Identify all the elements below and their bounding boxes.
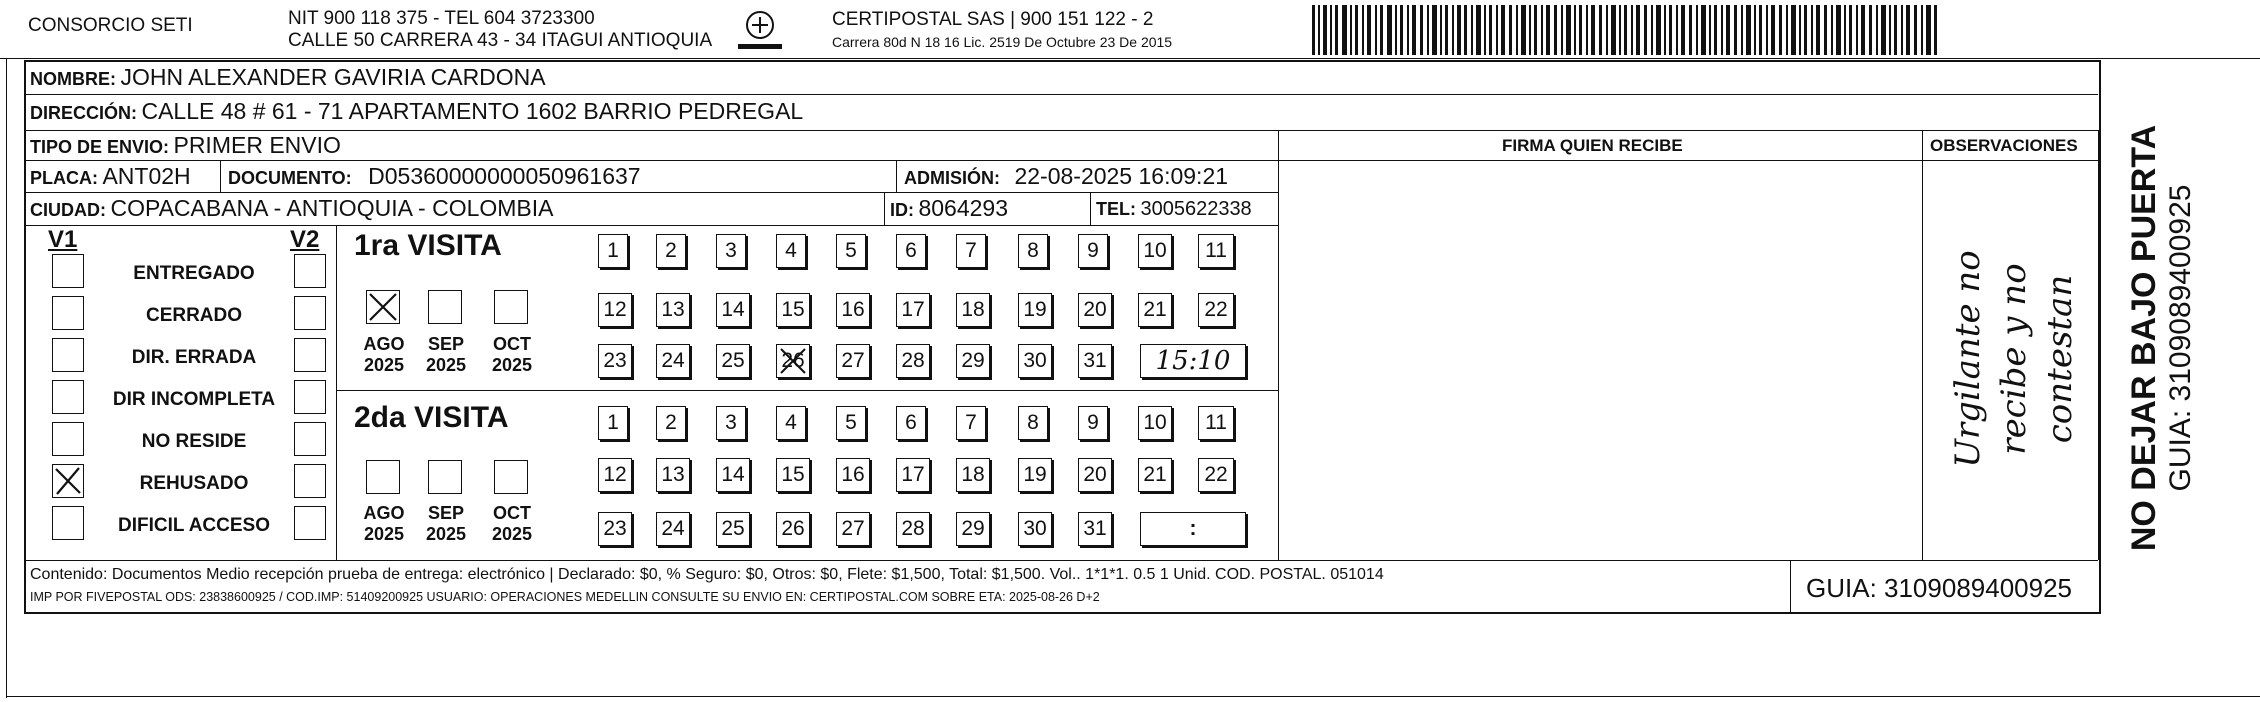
day-cell[interactable]: 25 bbox=[716, 512, 750, 546]
day-cell[interactable]: 16 bbox=[836, 458, 870, 492]
visit2-month-sep-checkbox[interactable] bbox=[428, 460, 462, 494]
day-cell[interactable]: 13 bbox=[656, 293, 690, 327]
day-cell[interactable]: 4 bbox=[776, 406, 806, 440]
option-label: REHUSADO bbox=[139, 473, 249, 494]
day-cell[interactable]: 12 bbox=[598, 458, 632, 492]
day-cell[interactable]: 27 bbox=[836, 344, 870, 378]
day-cell[interactable]: 11 bbox=[1198, 406, 1234, 440]
certipostal-logo-icon bbox=[728, 8, 792, 54]
visit2-month-sep: SEP 2025 bbox=[425, 503, 467, 544]
v1-checkbox[interactable] bbox=[52, 296, 84, 330]
observation-line: contestan bbox=[2040, 274, 2080, 444]
v1-checkbox-rehusado[interactable] bbox=[52, 464, 84, 498]
day-cell[interactable]: 8 bbox=[1018, 406, 1048, 440]
v2-checkbox[interactable] bbox=[294, 338, 326, 372]
day-cell[interactable]: 21 bbox=[1138, 293, 1172, 327]
day-cell[interactable]: 23 bbox=[598, 512, 632, 546]
day-cell[interactable]: 22 bbox=[1198, 458, 1234, 492]
day-cell[interactable]: 27 bbox=[836, 512, 870, 546]
v1-checkbox[interactable] bbox=[52, 506, 84, 540]
placa-field bbox=[30, 165, 191, 188]
tipo-envio-label: TIPO DE ENVIO: bbox=[30, 137, 170, 157]
day-cell[interactable]: 9 bbox=[1078, 406, 1108, 440]
day-cell[interactable]: 11 bbox=[1198, 234, 1234, 268]
firma-header: FIRMA QUIEN RECIBE bbox=[1502, 136, 1683, 155]
visit1-month-ago: AGO 2025 bbox=[363, 334, 405, 375]
option-label: CERRADO bbox=[145, 305, 243, 326]
nombre-field bbox=[30, 66, 546, 89]
day-cell[interactable]: 24 bbox=[656, 344, 690, 378]
visit1-month-oct: OCT 2025 bbox=[491, 334, 533, 375]
day-cell[interactable]: 9 bbox=[1078, 234, 1108, 268]
v1-label: V1 bbox=[48, 226, 78, 253]
day-cell[interactable]: 19 bbox=[1018, 458, 1052, 492]
v1-checkbox[interactable] bbox=[52, 422, 84, 456]
day-cell[interactable]: 20 bbox=[1078, 458, 1112, 492]
observaciones-header: OBSERVACIONES bbox=[1930, 136, 2078, 155]
check-mark-icon bbox=[53, 465, 83, 497]
visit2-time-field[interactable]: : bbox=[1140, 512, 1246, 546]
id-label: ID: bbox=[890, 200, 914, 220]
day-cell[interactable]: 2 bbox=[656, 234, 686, 268]
day-cell[interactable]: 16 bbox=[836, 293, 870, 327]
day-cell[interactable]: 1 bbox=[598, 234, 628, 268]
ciudad-value: COPACABANA - ANTIOQUIA - COLOMBIA bbox=[110, 195, 554, 221]
side-guia: GUIA: 3109089400925 bbox=[2164, 184, 2197, 492]
visit2-month-ago: AGO 2025 bbox=[363, 503, 405, 544]
day-cell[interactable]: 4 bbox=[776, 234, 806, 268]
visit1-title: 1ra VISITA bbox=[354, 229, 502, 262]
placa-label: PLACA: bbox=[30, 168, 98, 188]
tel-value: 3005622338 bbox=[1140, 198, 1252, 220]
v1-checkbox[interactable] bbox=[52, 380, 84, 414]
day-cell[interactable]: 24 bbox=[656, 512, 690, 546]
v1-checkbox[interactable] bbox=[52, 338, 84, 372]
day-cell[interactable]: 29 bbox=[956, 344, 990, 378]
day-cell[interactable]: 7 bbox=[956, 234, 986, 268]
day-cell[interactable]: 6 bbox=[896, 406, 926, 440]
day-cell[interactable]: 10 bbox=[1138, 234, 1172, 268]
nombre-value: JOHN ALEXANDER GAVIRIA CARDONA bbox=[120, 64, 546, 90]
v2-checkbox[interactable] bbox=[294, 296, 326, 330]
day-cell[interactable]: 20 bbox=[1078, 293, 1112, 327]
day-cell[interactable]: 14 bbox=[716, 293, 750, 327]
id-field bbox=[890, 197, 1008, 220]
observation-line: Urgilante no bbox=[1948, 250, 1988, 468]
day-cell[interactable]: 13 bbox=[656, 458, 690, 492]
day-cell[interactable]: 12 bbox=[598, 293, 632, 327]
observaciones-handwriting bbox=[1944, 164, 2084, 554]
visit2-month-oct-checkbox[interactable] bbox=[494, 460, 528, 494]
v2-checkbox[interactable] bbox=[294, 506, 326, 540]
day-cell[interactable]: 18 bbox=[956, 458, 990, 492]
visit1-month-sep-checkbox[interactable] bbox=[428, 290, 462, 324]
day-cell[interactable]: 18 bbox=[956, 293, 990, 327]
v2-checkbox[interactable] bbox=[294, 422, 326, 456]
visit2-month-oct: OCT 2025 bbox=[491, 503, 533, 544]
visit2-title: 2da VISITA bbox=[354, 401, 509, 434]
contenido-text: Contenido: Documentos Medio recepción prueba de entrega: electrónico | Declarado: $0, % Seguro: $0, Otros: $0, Flete: $1,500, Total: $1,500. Vol.. 1*1*1. 0.5 1 Unid. COD. POSTAL. 051014 bbox=[30, 566, 1384, 583]
day-cell[interactable]: 7 bbox=[956, 406, 986, 440]
option-label: DIR. ERRADA bbox=[131, 347, 257, 368]
day-cell[interactable]: 25 bbox=[716, 344, 750, 378]
check-mark-icon bbox=[367, 291, 399, 323]
id-value: 8064293 bbox=[918, 195, 1008, 221]
day-cell[interactable]: 17 bbox=[896, 293, 930, 327]
tel-field bbox=[1096, 199, 1252, 219]
documento-field bbox=[228, 165, 641, 188]
day-cell[interactable]: 14 bbox=[716, 458, 750, 492]
observation-line: recibe y no bbox=[1994, 263, 2034, 455]
day-cell[interactable]: 28 bbox=[896, 512, 930, 546]
direccion-value: CALLE 48 # 61 - 71 APARTAMENTO 1602 BARRIO PEDREGAL bbox=[141, 98, 804, 124]
day-cell[interactable]: 31 bbox=[1078, 344, 1112, 378]
v2-label: V2 bbox=[290, 226, 320, 253]
option-label: DIR INCOMPLETA bbox=[112, 389, 276, 410]
v2-checkbox[interactable] bbox=[294, 380, 326, 414]
day-cell[interactable]: 23 bbox=[598, 344, 632, 378]
v2-checkbox[interactable] bbox=[294, 464, 326, 498]
day-cell-marked[interactable] bbox=[776, 344, 810, 378]
ciudad-field bbox=[30, 197, 554, 220]
day-cell[interactable]: 19 bbox=[1018, 293, 1052, 327]
v2-checkbox[interactable] bbox=[294, 254, 326, 288]
day-cell[interactable]: 15 bbox=[776, 293, 810, 327]
tipo-envio-field bbox=[30, 134, 341, 157]
option-label: ENTREGADO bbox=[133, 263, 255, 284]
day-cell[interactable]: 5 bbox=[836, 406, 866, 440]
day-cell[interactable]: 17 bbox=[896, 458, 930, 492]
admision-field bbox=[904, 165, 1228, 188]
day-cell[interactable]: 2 bbox=[656, 406, 686, 440]
day-cell[interactable]: 3 bbox=[716, 406, 746, 440]
address-line: CALLE 50 CARRERA 43 - 34 ITAGUI ANTIOQUIA bbox=[288, 30, 713, 51]
visit1-time-field[interactable]: 15:10 bbox=[1140, 344, 1246, 378]
day-cell[interactable]: 22 bbox=[1198, 293, 1234, 327]
day-cell[interactable]: 1 bbox=[598, 406, 628, 440]
carrier-line: CERTIPOSTAL SAS | 900 151 122 - 2 bbox=[832, 9, 1154, 30]
documento-value: D05360000000050961637 bbox=[368, 163, 641, 189]
day-cell[interactable]: 21 bbox=[1138, 458, 1172, 492]
v1-checkbox[interactable] bbox=[52, 254, 84, 288]
direccion-label: DIRECCIÓN: bbox=[30, 103, 137, 123]
visit2-month-ago-checkbox[interactable] bbox=[366, 460, 400, 494]
nit-line: NIT 900 118 375 - TEL 604 3723300 bbox=[288, 8, 595, 29]
day-cell[interactable]: 30 bbox=[1018, 344, 1052, 378]
nombre-label: NOMBRE: bbox=[30, 69, 116, 89]
day-cell[interactable]: 3 bbox=[716, 234, 746, 268]
option-label: NO RESIDE bbox=[141, 431, 247, 452]
day-cell[interactable]: 5 bbox=[836, 234, 866, 268]
tipo-envio-value: PRIMER ENVIO bbox=[173, 132, 341, 158]
barcode bbox=[1312, 5, 1940, 55]
day-cell[interactable]: 6 bbox=[896, 234, 926, 268]
day-cell[interactable]: 29 bbox=[956, 512, 990, 546]
placa-value: ANT02H bbox=[102, 163, 191, 189]
marked-day-value: 26 bbox=[781, 349, 805, 372]
day-cell[interactable]: 8 bbox=[1018, 234, 1048, 268]
tel-label: TEL: bbox=[1096, 199, 1136, 219]
option-label: DIFICIL ACCESO bbox=[117, 515, 270, 536]
admision-value: 22-08-2025 16:09:21 bbox=[1014, 163, 1229, 189]
check-mark-icon bbox=[777, 345, 809, 377]
side-title: NO DEJAR BAJO PUERTA bbox=[2125, 124, 2163, 552]
direccion-field bbox=[30, 100, 803, 123]
side-panel bbox=[2106, 62, 2216, 614]
day-cell[interactable]: 31 bbox=[1078, 512, 1112, 546]
license-line: Carrera 80d N 18 16 Lic. 2519 De Octubre 23 De 2015 bbox=[832, 34, 1173, 50]
day-cell[interactable]: 10 bbox=[1138, 406, 1172, 440]
ciudad-label: CIUDAD: bbox=[30, 200, 106, 220]
visit1-month-oct-checkbox[interactable] bbox=[494, 290, 528, 324]
day-cell[interactable]: 15 bbox=[776, 458, 810, 492]
admision-label: ADMISIÓN: bbox=[904, 168, 1000, 188]
visit1-month-ago-checkbox[interactable] bbox=[366, 290, 400, 324]
day-cell[interactable]: 26 bbox=[776, 512, 810, 546]
day-cell[interactable]: 28 bbox=[896, 344, 930, 378]
visit1-month-sep: SEP 2025 bbox=[425, 334, 467, 375]
documento-label: DOCUMENTO: bbox=[228, 168, 352, 188]
company-name: CONSORCIO SETI bbox=[28, 15, 193, 36]
day-cell[interactable]: 30 bbox=[1018, 512, 1052, 546]
footer-guia: GUIA: 3109089400925 bbox=[1806, 573, 2072, 603]
imp-line: IMP POR FIVEPOSTAL ODS: 23838600925 / COD.IMP: 51409200925 USUARIO: OPERACIONES MEDELLIN CONSULTE SU ENVIO EN: CERTIPOSTAL.COM SOBRE ETA: 2025-08-26 D+2 bbox=[30, 590, 1100, 604]
